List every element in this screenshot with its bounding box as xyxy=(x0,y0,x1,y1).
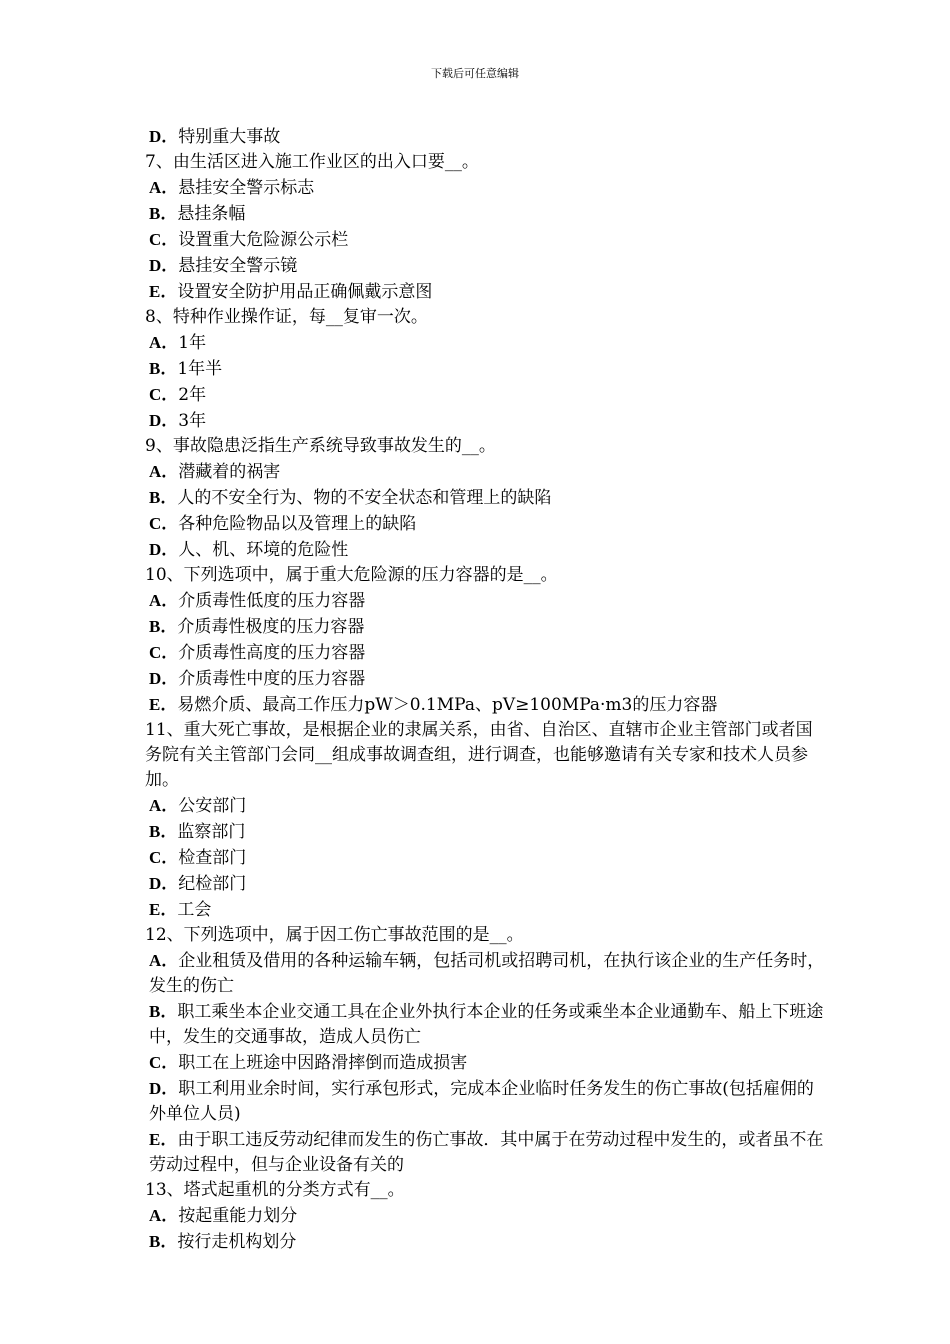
option-letter: D xyxy=(149,411,162,430)
option-text: 介质毒性极度的压力容器 xyxy=(177,617,365,637)
option-text: 介质毒性高度的压力容器 xyxy=(178,643,366,663)
option-text: 2年 xyxy=(178,385,207,405)
option-text: 悬挂安全警示标志 xyxy=(178,178,315,198)
option-text: 工会 xyxy=(177,900,212,920)
answer-option xyxy=(145,614,825,640)
option-letter: D xyxy=(149,256,162,275)
answer-option xyxy=(145,382,825,408)
option-separator: ． xyxy=(161,540,179,559)
option-text: 潜藏着的祸害 xyxy=(178,462,281,482)
option-text: 职工在上班途中因路滑摔倒而造成损害 xyxy=(178,1053,468,1073)
answer-option xyxy=(145,1203,825,1229)
option-text: 各种危险物品以及管理上的缺陷 xyxy=(178,514,417,534)
option-separator: ． xyxy=(161,643,179,662)
answer-option xyxy=(145,511,825,537)
question-stem: 8、特种作业操作证，每__复审一次。 xyxy=(145,307,428,327)
option-letter: C xyxy=(149,514,162,533)
option-letter: A xyxy=(149,951,162,970)
answer-option xyxy=(145,948,825,999)
option-letter: D xyxy=(149,540,162,559)
answer-option xyxy=(145,588,825,614)
answer-option xyxy=(145,666,825,692)
option-letter: D xyxy=(149,127,162,146)
option-text: 企业租赁及借用的各种运输车辆，包括司机或招聘司机，在执行该企业的生产任务时，发生的伤亡 xyxy=(149,951,825,996)
option-separator: ． xyxy=(160,359,178,378)
option-separator: ． xyxy=(161,333,179,352)
option-letter: C xyxy=(149,385,162,404)
option-text: 悬挂条幅 xyxy=(177,204,246,224)
answer-option xyxy=(145,692,825,718)
option-separator: ． xyxy=(161,874,179,893)
option-letter: B xyxy=(149,617,161,636)
question-stem: 10、下列选项中，属于重大危险源的压力容器的是__。 xyxy=(145,565,558,585)
question-stem: 13、塔式起重机的分类方式有__。 xyxy=(145,1180,405,1200)
option-text: 易燃介质、最高工作压力pW＞0.1MPa、pV≥100MPa·m3的压力容器 xyxy=(177,695,718,715)
answer-option xyxy=(145,175,825,201)
option-text: 1年半 xyxy=(177,359,223,379)
document-body xyxy=(145,124,825,1255)
option-text: 悬挂安全警示镜 xyxy=(178,256,298,276)
question-stem: 7、由生活区进入施工作业区的出入口要__。 xyxy=(145,152,479,172)
answer-option xyxy=(145,1127,825,1178)
page-header: 下载后可任意编辑 xyxy=(431,67,519,80)
option-text: 按行走机构划分 xyxy=(177,1232,297,1252)
option-text: 由于职工违反劳动纪律而发生的伤亡事故．其中属于在劳动过程中发生的，或者虽不在劳动过程中，但与企业设备有关的 xyxy=(149,1130,824,1175)
option-text: 1年 xyxy=(178,333,207,353)
option-letter: D xyxy=(149,669,162,688)
option-separator: ． xyxy=(161,127,179,146)
answer-option xyxy=(145,279,825,305)
option-letter: C xyxy=(149,1053,162,1072)
option-separator: ． xyxy=(160,488,178,507)
option-text: 特别重大事故 xyxy=(178,127,281,147)
option-text: 按起重能力划分 xyxy=(178,1206,298,1226)
option-letter: B xyxy=(149,1002,161,1021)
answer-option xyxy=(145,253,825,279)
option-separator: ． xyxy=(161,591,179,610)
answer-option xyxy=(145,330,825,356)
option-letter: D xyxy=(149,874,162,893)
option-text: 人、机、环境的危险性 xyxy=(178,540,349,560)
question-stem: 9、事故隐患泛指生产系统导致事故发生的__。 xyxy=(145,436,496,456)
answer-option xyxy=(145,640,825,666)
option-text: 人的不安全行为、物的不安全状态和管理上的缺陷 xyxy=(177,488,552,508)
option-text: 设置安全防护用品正确佩戴示意图 xyxy=(177,282,433,302)
answer-option xyxy=(145,1229,825,1255)
option-letter: A xyxy=(149,178,162,197)
option-letter: E xyxy=(149,900,161,919)
option-letter: B xyxy=(149,488,161,507)
option-separator: ． xyxy=(160,900,178,919)
option-separator: ． xyxy=(160,1130,178,1149)
option-separator: ． xyxy=(161,848,179,867)
option-letter: C xyxy=(149,643,162,662)
option-separator: ． xyxy=(161,951,179,970)
answer-option xyxy=(145,999,825,1050)
option-letter: A xyxy=(149,462,162,481)
option-separator: ． xyxy=(160,822,178,841)
answer-option xyxy=(145,845,825,871)
option-text: 检查部门 xyxy=(178,848,247,868)
option-separator: ． xyxy=(161,1053,179,1072)
option-letter: B xyxy=(149,1232,161,1251)
answer-option xyxy=(145,871,825,897)
answer-option xyxy=(145,537,825,563)
option-letter: E xyxy=(149,282,161,301)
option-letter: A xyxy=(149,591,162,610)
option-separator: ． xyxy=(161,462,179,481)
option-separator: ． xyxy=(161,796,179,815)
answer-option xyxy=(145,897,825,923)
option-separator: ． xyxy=(161,1206,179,1225)
option-separator: ． xyxy=(161,411,179,430)
option-letter: B xyxy=(149,359,161,378)
option-text: 纪检部门 xyxy=(178,874,247,894)
answer-option xyxy=(145,408,825,434)
answer-option xyxy=(145,227,825,253)
answer-option xyxy=(145,485,825,511)
option-separator: ． xyxy=(161,230,179,249)
option-separator: ． xyxy=(161,1079,179,1098)
option-text: 公安部门 xyxy=(178,796,247,816)
option-separator: ． xyxy=(161,669,179,688)
answer-option xyxy=(145,1050,825,1076)
option-separator: ． xyxy=(160,204,178,223)
option-letter: A xyxy=(149,1206,162,1225)
option-separator: ． xyxy=(160,1002,178,1021)
option-letter: C xyxy=(149,230,162,249)
option-separator: ． xyxy=(161,385,179,404)
option-text: 职工利用业余时间，实行承包形式，完成本企业临时任务发生的伤亡事故(包括雇佣的外单位人员) xyxy=(149,1079,814,1124)
question-stem: 12、下列选项中，属于因工伤亡事故范围的是__。 xyxy=(145,925,524,945)
option-letter: B xyxy=(149,822,161,841)
answer-option xyxy=(145,459,825,485)
answer-option xyxy=(145,356,825,382)
answer-option xyxy=(145,1076,825,1127)
answer-option xyxy=(145,201,825,227)
option-text: 3年 xyxy=(178,411,207,431)
option-separator: ． xyxy=(160,1232,178,1251)
option-separator: ． xyxy=(161,514,179,533)
option-text: 设置重大危险源公示栏 xyxy=(178,230,349,250)
answer-option xyxy=(145,819,825,845)
option-text: 介质毒性中度的压力容器 xyxy=(178,669,366,689)
option-text: 介质毒性低度的压力容器 xyxy=(178,591,366,611)
option-text: 监察部门 xyxy=(177,822,246,842)
answer-option xyxy=(145,793,825,819)
answer-option xyxy=(145,124,825,150)
option-separator: ． xyxy=(160,282,178,301)
option-separator: ． xyxy=(160,695,178,714)
option-separator: ． xyxy=(160,617,178,636)
option-text: 职工乘坐本企业交通工具在企业外执行本企业的任务或乘坐本企业通勤车、船上下班途中，发生的交通事故，造成人员伤亡 xyxy=(149,1002,824,1047)
option-letter: A xyxy=(149,796,162,815)
option-letter: E xyxy=(149,1130,161,1149)
option-letter: C xyxy=(149,848,162,867)
option-letter: B xyxy=(149,204,161,223)
option-letter: E xyxy=(149,695,161,714)
option-letter: A xyxy=(149,333,162,352)
option-letter: D xyxy=(149,1079,162,1098)
option-separator: ． xyxy=(161,256,179,275)
question-stem: 11、重大死亡事故，是根据企业的隶属关系，由省、自治区、直辖市企业主管部门或者国务院有关主管部门会同__组成事故调查组，进行调查，也能够邀请有关专家和技术人员参加。 xyxy=(145,720,813,790)
option-separator: ． xyxy=(161,178,179,197)
